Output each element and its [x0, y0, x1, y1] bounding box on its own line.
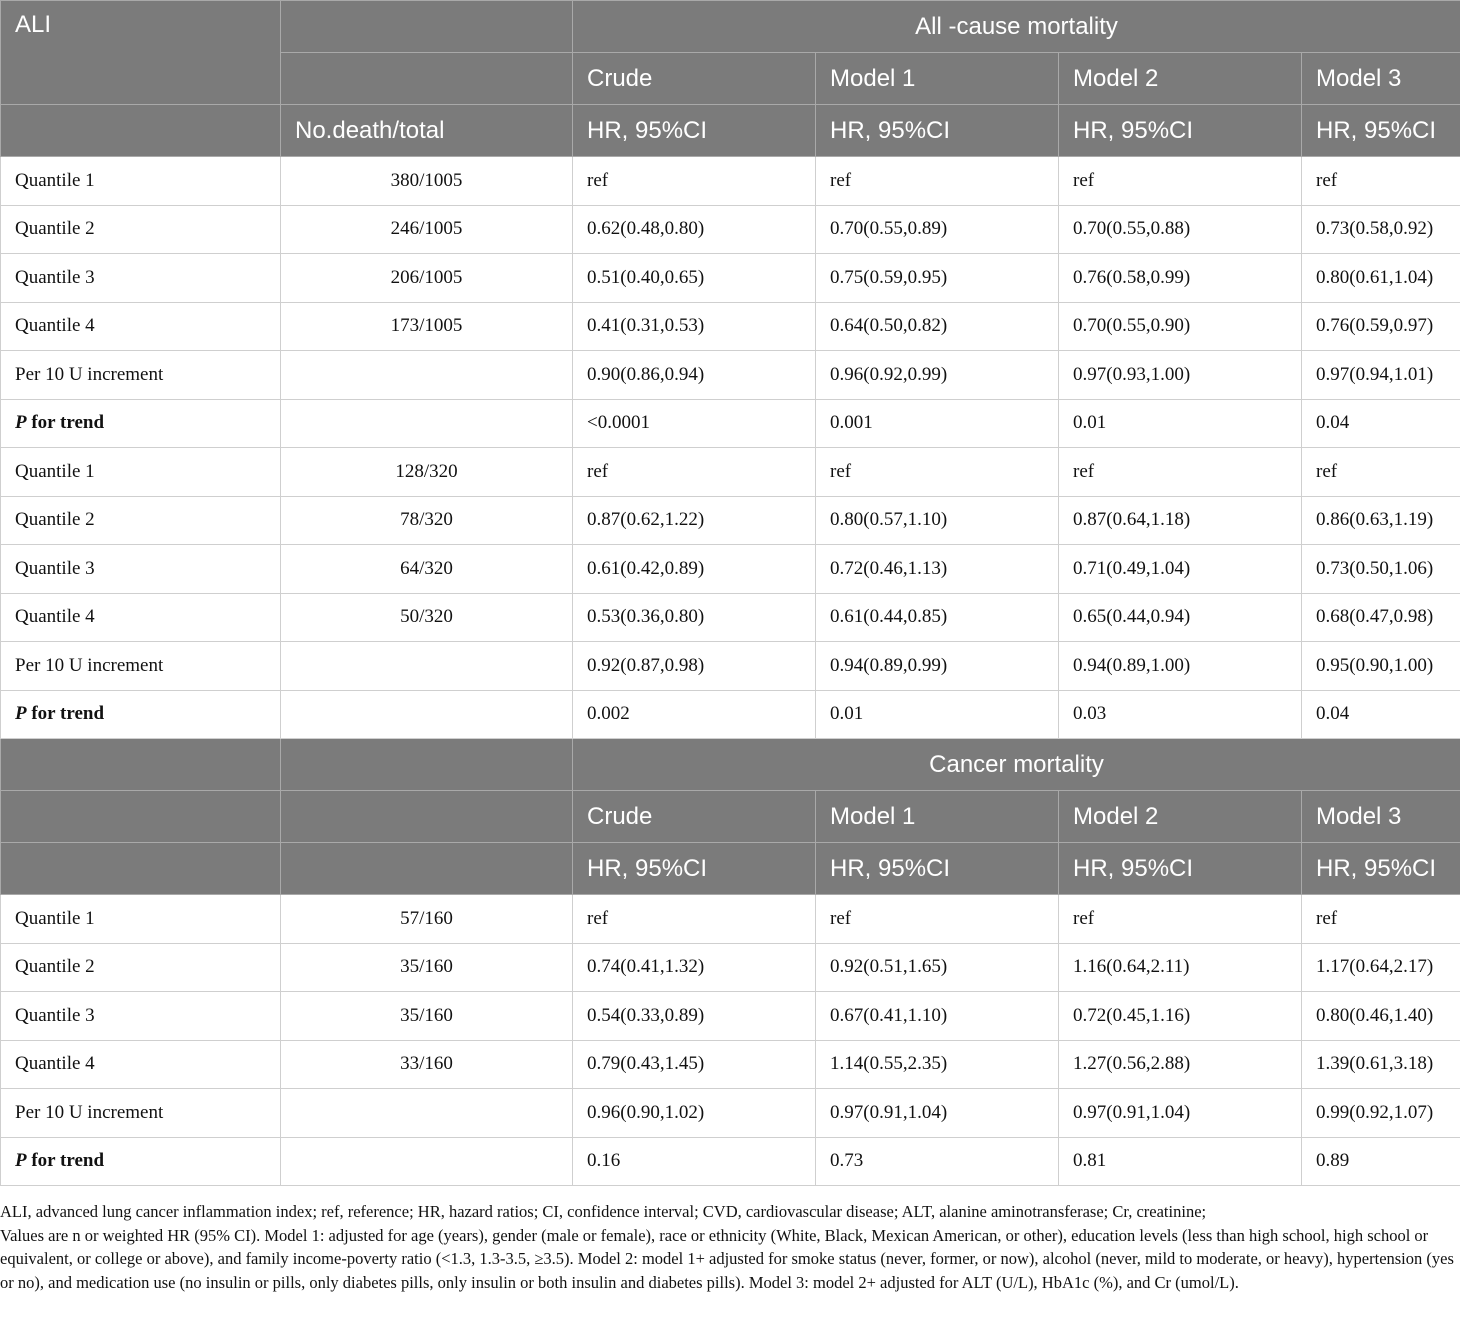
table-row: [1, 448, 1460, 497]
death-total-cell: [281, 690, 573, 739]
death-total-cell: 33/160: [281, 1040, 573, 1089]
row-label: Quantile 1: [1, 895, 281, 944]
hr-value-cell: 1.14(0.55,2.35): [816, 1040, 1059, 1089]
hr-value-cell: 0.53(0.36,0.80): [573, 593, 816, 642]
hr-value-cell: 0.87(0.64,1.18): [1059, 496, 1302, 545]
hr-value-cell: 0.73: [816, 1137, 1059, 1186]
model-header-model-1: Model 1: [816, 791, 1059, 843]
blank-header-cell: [1, 739, 281, 791]
blank-header-cell: [1, 791, 281, 843]
death-total-cell: 35/160: [281, 943, 573, 992]
footnote-model-description: Values are n or weighted HR (95% CI). Model 1: adjusted for age (years), gender (male or female), race or ethnicity (White, Black, Mexican American, or other), education levels (less than high school, high school or equivalent, or college or above), and family income-poverty ratio (<1.3, 1.3-3.5, ≥3.5). Model 2: model 1+ adjusted for smoke status (never, former, or now), alcohol (never, mild to moderate, or heavy), hypertension (yes or no), and medication use (no insulin or pills, only diabetes pills, only insulin or both insulin and diabetes pills). Model 3: model 2+ adjusted for ALT (U/L), HbA1c (%), and Cr (umol/L).: [0, 1225, 1454, 1292]
p-italic: P: [15, 703, 27, 725]
p-italic: P: [15, 1150, 27, 1172]
model-header-model-2: Model 2: [1059, 791, 1302, 843]
table-row: [1, 992, 1460, 1041]
death-total-cell: 128/320: [281, 448, 573, 497]
hr-value-cell: <0.0001: [573, 399, 816, 448]
hr-value-cell: 0.64(0.50,0.82): [816, 302, 1059, 351]
hr-value-cell: 1.16(0.64,2.11): [1059, 943, 1302, 992]
hr-value-cell: 0.61(0.42,0.89): [573, 545, 816, 594]
table-row: [1, 1137, 1460, 1186]
table-row: [1, 1040, 1460, 1089]
hr-value-cell: ref: [1302, 448, 1460, 497]
row-label: [1, 399, 281, 448]
hr-header: HR, 95%CI: [1302, 105, 1460, 157]
death-total-cell: 173/1005: [281, 302, 573, 351]
row-label: Quantile 4: [1, 1040, 281, 1089]
hr-value-cell: 0.01: [1059, 399, 1302, 448]
hr-value-cell: 0.86(0.63,1.19): [1302, 496, 1460, 545]
ali-header-cell: ALI: [1, 1, 281, 105]
blank-header-cell: [1, 843, 281, 895]
death-total-cell: 206/1005: [281, 254, 573, 303]
hr-value-cell: 0.68(0.47,0.98): [1302, 593, 1460, 642]
hr-value-cell: 0.41(0.31,0.53): [573, 302, 816, 351]
hr-value-cell: ref: [573, 895, 816, 944]
hr-value-cell: ref: [573, 448, 816, 497]
row-label: Quantile 1: [1, 157, 281, 206]
death-total-cell: 57/160: [281, 895, 573, 944]
section1-hr-row: [1, 105, 1460, 157]
blank-header-cell: [281, 791, 573, 843]
table-row: [1, 690, 1460, 739]
hr-value-cell: 0.90(0.86,0.94): [573, 351, 816, 400]
hr-value-cell: 0.96(0.92,0.99): [816, 351, 1059, 400]
hr-value-cell: 0.73(0.50,1.06): [1302, 545, 1460, 594]
hr-header: HR, 95%CI: [1059, 843, 1302, 895]
death-total-cell: [281, 1089, 573, 1138]
p-rest: for trend: [26, 412, 105, 434]
hr-value-cell: ref: [1059, 157, 1302, 206]
hr-header: HR, 95%CI: [816, 105, 1059, 157]
death-total-cell: [281, 399, 573, 448]
table-body: [1, 1, 1460, 1186]
hr-header: HR, 95%CI: [573, 105, 816, 157]
hr-value-cell: 0.03: [1059, 690, 1302, 739]
hr-value-cell: ref: [1059, 448, 1302, 497]
hr-value-cell: 0.04: [1302, 690, 1460, 739]
p-for-trend-label: [15, 1150, 104, 1171]
hr-value-cell: 0.94(0.89,1.00): [1059, 642, 1302, 691]
hr-value-cell: 0.16: [573, 1137, 816, 1186]
hr-value-cell: 0.76(0.59,0.97): [1302, 302, 1460, 351]
table-row: [1, 205, 1460, 254]
table-row: [1, 254, 1460, 303]
hr-value-cell: 0.97(0.91,1.04): [1059, 1089, 1302, 1138]
table-row: [1, 496, 1460, 545]
blank-header-cell: [281, 739, 573, 791]
hr-value-cell: 0.92(0.51,1.65): [816, 943, 1059, 992]
hr-value-cell: ref: [1302, 157, 1460, 206]
hr-value-cell: 0.001: [816, 399, 1059, 448]
row-label: Per 10 U increment: [1, 351, 281, 400]
row-label: Per 10 U increment: [1, 1089, 281, 1138]
table-row: [1, 157, 1460, 206]
death-total-cell: [281, 642, 573, 691]
blank-header-cell: [281, 843, 573, 895]
hr-value-cell: 0.89: [1302, 1137, 1460, 1186]
blank-header-cell: [1, 105, 281, 157]
hr-value-cell: 0.80(0.61,1.04): [1302, 254, 1460, 303]
hr-value-cell: 0.75(0.59,0.95): [816, 254, 1059, 303]
row-label: Quantile 3: [1, 545, 281, 594]
hr-value-cell: 0.79(0.43,1.45): [573, 1040, 816, 1089]
hr-value-cell: 1.39(0.61,3.18): [1302, 1040, 1460, 1089]
table-row: [1, 399, 1460, 448]
table-row: [1, 642, 1460, 691]
hr-value-cell: ref: [816, 157, 1059, 206]
hr-value-cell: ref: [1302, 895, 1460, 944]
row-label: Quantile 2: [1, 205, 281, 254]
model-header-crude: Crude: [573, 791, 816, 843]
hr-value-cell: 0.99(0.92,1.07): [1302, 1089, 1460, 1138]
hr-value-cell: 0.80(0.57,1.10): [816, 496, 1059, 545]
p-for-trend-label: [15, 703, 104, 724]
death-total-cell: [281, 351, 573, 400]
hr-value-cell: 0.95(0.90,1.00): [1302, 642, 1460, 691]
hr-value-cell: 0.67(0.41,1.10): [816, 992, 1059, 1041]
model-header-crude: Crude: [573, 53, 816, 105]
section1-title-row: [1, 1, 1460, 53]
hr-header: HR, 95%CI: [816, 843, 1059, 895]
death-total-cell: 380/1005: [281, 157, 573, 206]
row-label: Per 10 U increment: [1, 642, 281, 691]
footnote-abbreviations: ALI, advanced lung cancer inflammation index; ref, reference; HR, hazard ratios; CI, confidence interval; CVD, cardiovascular disease; ALT, alanine aminotransferase; Cr, creatinine;: [0, 1202, 1207, 1221]
hr-value-cell: 0.04: [1302, 399, 1460, 448]
model-header-model-3: Model 3: [1302, 791, 1460, 843]
model-header-model-2: Model 2: [1059, 53, 1302, 105]
table-row: [1, 593, 1460, 642]
table-row: [1, 351, 1460, 400]
hr-value-cell: ref: [816, 895, 1059, 944]
p-italic: P: [15, 412, 27, 434]
hr-value-cell: 0.74(0.41,1.32): [573, 943, 816, 992]
row-label: Quantile 1: [1, 448, 281, 497]
section2-model-row: [1, 791, 1460, 843]
hr-value-cell: 0.65(0.44,0.94): [1059, 593, 1302, 642]
hr-value-cell: 0.61(0.44,0.85): [816, 593, 1059, 642]
table-footnote: [0, 1200, 1456, 1294]
table-row: [1, 943, 1460, 992]
death-total-cell: 35/160: [281, 992, 573, 1041]
hr-value-cell: 0.81: [1059, 1137, 1302, 1186]
table-row: [1, 302, 1460, 351]
p-rest: for trend: [26, 703, 105, 725]
hr-value-cell: 0.73(0.58,0.92): [1302, 205, 1460, 254]
hr-value-cell: 0.72(0.46,1.13): [816, 545, 1059, 594]
row-label: [1, 1137, 281, 1186]
hr-value-cell: ref: [1059, 895, 1302, 944]
hr-value-cell: 1.17(0.64,2.17): [1302, 943, 1460, 992]
section2-title: Cancer mortality: [573, 739, 1460, 791]
hr-value-cell: 0.01: [816, 690, 1059, 739]
hr-value-cell: 0.002: [573, 690, 816, 739]
hr-value-cell: 0.87(0.62,1.22): [573, 496, 816, 545]
death-total-cell: 246/1005: [281, 205, 573, 254]
hr-value-cell: 0.70(0.55,0.90): [1059, 302, 1302, 351]
hr-value-cell: 0.71(0.49,1.04): [1059, 545, 1302, 594]
p-for-trend-label: [15, 412, 104, 433]
blank-header-cell: [281, 53, 573, 105]
death-total-cell: 64/320: [281, 545, 573, 594]
hr-value-cell: 0.72(0.45,1.16): [1059, 992, 1302, 1041]
hr-value-cell: 0.92(0.87,0.98): [573, 642, 816, 691]
hr-value-cell: 0.97(0.91,1.04): [816, 1089, 1059, 1138]
hr-value-cell: 1.27(0.56,2.88): [1059, 1040, 1302, 1089]
hr-value-cell: 0.80(0.46,1.40): [1302, 992, 1460, 1041]
hr-value-cell: 0.94(0.89,0.99): [816, 642, 1059, 691]
hr-header: HR, 95%CI: [1059, 105, 1302, 157]
hr-value-cell: 0.96(0.90,1.02): [573, 1089, 816, 1138]
row-label: Quantile 3: [1, 254, 281, 303]
hr-value-cell: 0.70(0.55,0.88): [1059, 205, 1302, 254]
blank-header-cell: [281, 1, 573, 53]
hr-value-cell: ref: [816, 448, 1059, 497]
model-header-model-1: Model 1: [816, 53, 1059, 105]
row-label: [1, 690, 281, 739]
hr-value-cell: 0.54(0.33,0.89): [573, 992, 816, 1041]
row-label: Quantile 3: [1, 992, 281, 1041]
hr-value-cell: 0.97(0.93,1.00): [1059, 351, 1302, 400]
model-header-model-3: Model 3: [1302, 53, 1460, 105]
row-label: Quantile 4: [1, 302, 281, 351]
hr-value-cell: 0.76(0.58,0.99): [1059, 254, 1302, 303]
section1-title: All -cause mortality: [573, 1, 1460, 53]
death-total-cell: 50/320: [281, 593, 573, 642]
section2-title-row: [1, 739, 1460, 791]
hr-header: HR, 95%CI: [1302, 843, 1460, 895]
p-rest: for trend: [26, 1150, 105, 1172]
table-row: [1, 545, 1460, 594]
hr-value-cell: 0.51(0.40,0.65): [573, 254, 816, 303]
death-total-cell: [281, 1137, 573, 1186]
death-total-cell: 78/320: [281, 496, 573, 545]
hr-value-cell: 0.97(0.94,1.01): [1302, 351, 1460, 400]
table-row: [1, 895, 1460, 944]
row-label: Quantile 2: [1, 943, 281, 992]
row-label: Quantile 4: [1, 593, 281, 642]
row-label: Quantile 2: [1, 496, 281, 545]
hr-value-cell: 0.70(0.55,0.89): [816, 205, 1059, 254]
hr-value-cell: 0.62(0.48,0.80): [573, 205, 816, 254]
section2-hr-row: [1, 843, 1460, 895]
table-row: [1, 1089, 1460, 1138]
hr-header: HR, 95%CI: [573, 843, 816, 895]
death-total-header: No.death/total: [281, 105, 573, 157]
hr-value-cell: ref: [573, 157, 816, 206]
